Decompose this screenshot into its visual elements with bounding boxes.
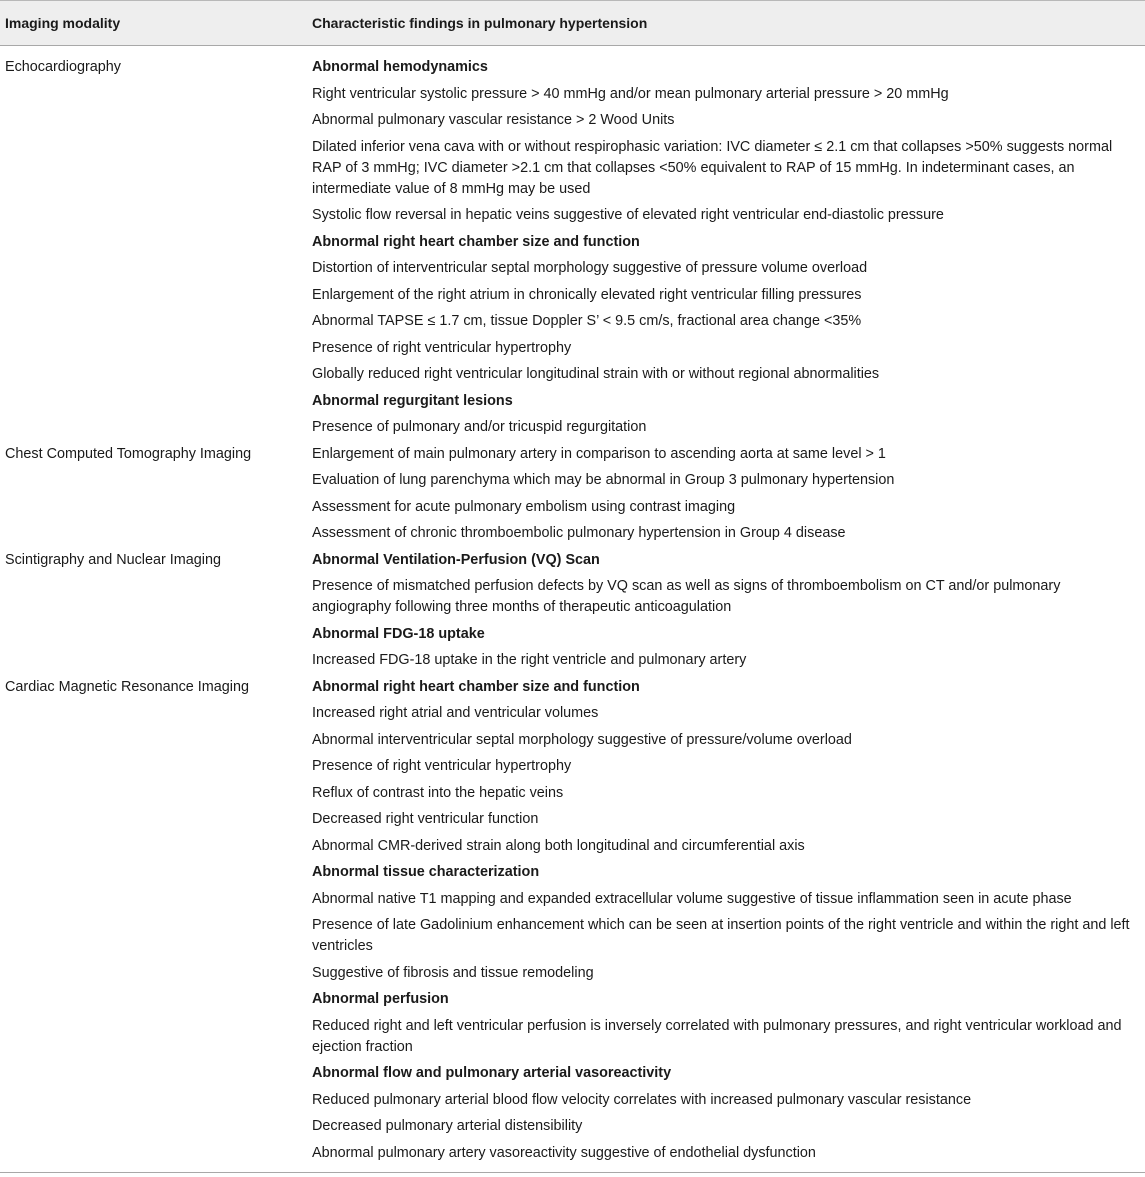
findings-cell (312, 550, 1140, 672)
finding-item: Abnormal pulmonary artery vasoreactivity suggestive of endothelial dysfunction (312, 1144, 816, 1161)
finding-item: Right ventricular systolic pressure > 40 mmHg and/or mean pulmonary arterial pressure > 20 mmHg (312, 85, 949, 102)
finding-item: Increased right atrial and ventricular volumes (312, 705, 599, 721)
finding-item: Suggestive of fibrosis and tissue remodeling (312, 964, 594, 981)
finding-item: Presence of right ventricular hypertrophy (312, 758, 572, 774)
modality-cell: Echocardiography (5, 59, 121, 75)
finding-item: Enlargement of main pulmonary artery in comparison to ascending aorta at same level > 1 (312, 445, 886, 462)
finding-subheading: Abnormal right heart chamber size and function (312, 233, 640, 250)
table-row (0, 550, 1145, 672)
table-row (0, 677, 1145, 1164)
finding-subheading: Abnormal FDG-18 uptake (312, 625, 485, 642)
modality-cell: Chest Computed Tomography Imaging (5, 445, 252, 462)
finding-item: Abnormal interventricular septal morphology suggestive of pressure/volume overload (312, 731, 852, 748)
finding-item: Abnormal TAPSE ≤ 1.7 cm, tissue Doppler S’ < 9.5 cm/s, fractional area change <35% (312, 313, 862, 329)
table-header (0, 0, 1145, 46)
findings-cell (312, 677, 1140, 1164)
finding-item: Globally reduced right ventricular longitudinal strain with or without regional abnormalities (312, 366, 880, 382)
modality-cell: Cardiac Magnetic Resonance Imaging (5, 678, 249, 695)
finding-item: Assessment of chronic thromboembolic pulmonary hypertension in Group 4 disease (312, 525, 846, 541)
header-characteristic-findings: Characteristic findings in pulmonary hypertension (312, 15, 648, 31)
finding-item: Enlargement of the right atrium in chronically elevated right ventricular filling pressures (312, 286, 862, 303)
finding-item: Decreased right ventricular function (312, 811, 539, 827)
table-bottom-rule (0, 1172, 1145, 1173)
finding-item: Presence of late Gadolinium enhancement which can be seen at insertion points of the right ventricle and within the right and left ventricles (312, 917, 1130, 954)
finding-item: Reduced pulmonary arterial blood flow velocity correlates with increased pulmonary vascular resistance (312, 1091, 972, 1108)
finding-item: Dilated inferior vena cava with or without respirophasic variation: IVC diameter ≤ 2.1 cm that collapses >50% suggests normal RAP of 3 mmHg; IVC diameter >2.1 cm that collapses <50% equivalent to RAP of 15 mmHg. In indeterminant cases, an intermediate value of 8 mmHg may be used (312, 138, 1113, 197)
finding-subheading: Abnormal hemodynamics (312, 59, 488, 75)
finding-item: Presence of mismatched perfusion defects by VQ scan as well as signs of thromboembolism on CT and/or pulmonary angiography following three months of therapeutic anticoagulation (312, 578, 1061, 615)
finding-subheading: Abnormal tissue characterization (312, 864, 540, 880)
finding-subheading: Abnormal regurgitant lesions (312, 392, 513, 409)
header-imaging-modality: Imaging modality (5, 15, 121, 31)
finding-item: Reflux of contrast into the hepatic veins (312, 784, 564, 801)
findings-cell (312, 444, 1140, 545)
finding-subheading: Abnormal Ventilation-Perfusion (VQ) Scan (312, 551, 600, 568)
modality-cell: Scintigraphy and Nuclear Imaging (5, 551, 221, 568)
finding-item: Decreased pulmonary arterial distensibility (312, 1118, 583, 1134)
table-row (0, 444, 1145, 545)
finding-subheading: Abnormal right heart chamber size and function (312, 678, 640, 695)
finding-item: Distortion of interventricular septal morphology suggestive of pressure volume overload (312, 260, 868, 276)
finding-subheading: Abnormal flow and pulmonary arterial vasoreactivity (312, 1065, 672, 1081)
finding-item: Assessment for acute pulmonary embolism using contrast imaging (312, 498, 736, 515)
finding-item: Presence of right ventricular hypertrophy (312, 339, 572, 356)
finding-subheading: Abnormal perfusion (312, 991, 449, 1007)
table-body (0, 46, 1145, 1164)
finding-item: Reduced right and left ventricular perfusion is inversely correlated with pulmonary pressures, and right ventricular workload and ejection fraction (312, 1017, 1122, 1055)
finding-item: Abnormal native T1 mapping and expanded extracellular volume suggestive of tissue inflammation seen in acute phase (312, 890, 1072, 907)
findings-cell (312, 57, 1140, 438)
finding-item: Systolic flow reversal in hepatic veins suggestive of elevated right ventricular end-diastolic pressure (312, 207, 944, 223)
table-row (0, 57, 1145, 438)
finding-item: Abnormal pulmonary vascular resistance > 2 Wood Units (312, 112, 675, 128)
finding-item: Abnormal CMR-derived strain along both longitudinal and circumferential axis (312, 837, 805, 854)
finding-item: Increased FDG-18 uptake in the right ventricle and pulmonary artery (312, 652, 747, 668)
finding-item: Presence of pulmonary and/or tricuspid regurgitation (312, 419, 647, 435)
finding-item: Evaluation of lung parenchyma which may be abnormal in Group 3 pulmonary hypertension (312, 472, 895, 488)
